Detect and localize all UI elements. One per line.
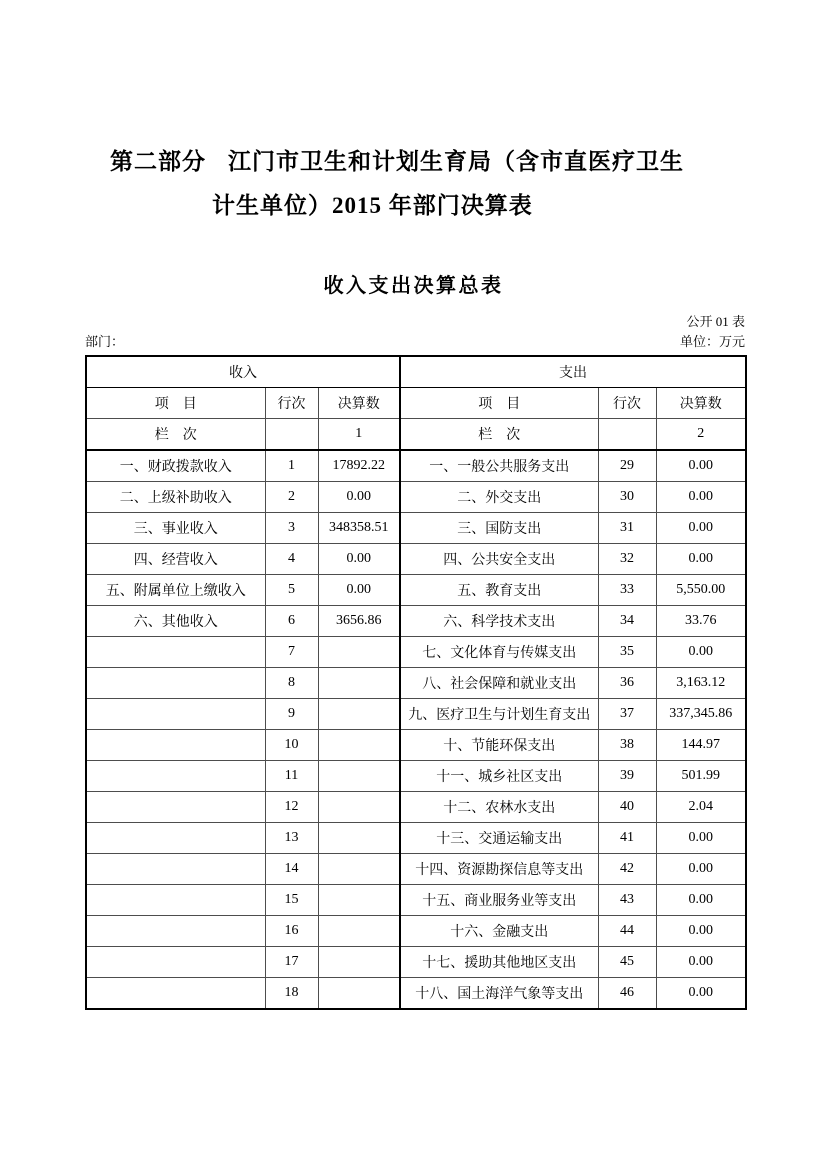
income-amount-cell: [318, 668, 400, 699]
income-expense-summary-table: [85, 355, 747, 1010]
expense-item-cell: 十、节能环保支出: [400, 730, 598, 761]
expense-amount-cell: 0.00: [656, 916, 746, 947]
income-amount-cell: [318, 978, 400, 1010]
expense-amount-cell: 0.00: [656, 513, 746, 544]
table-row: [86, 730, 746, 761]
income-item-cell: 四、经营收入: [86, 544, 265, 575]
table-row: [86, 606, 746, 637]
expense-item-cell: 六、科学技术支出: [400, 606, 598, 637]
income-item-cell: [86, 885, 265, 916]
expense-line-cell: 45: [598, 947, 656, 978]
income-line-cell: 12: [265, 792, 318, 823]
income-line-cell: 6: [265, 606, 318, 637]
expense-line-cell: 37: [598, 699, 656, 730]
income-item-cell: [86, 947, 265, 978]
expense-amount-cell: 0.00: [656, 978, 746, 1010]
income-amount-cell: 3656.86: [318, 606, 400, 637]
expense-line-cell: 44: [598, 916, 656, 947]
income-item-cell: [86, 792, 265, 823]
income-item-cell: [86, 916, 265, 947]
income-amount-cell: 17892.22: [318, 450, 400, 482]
income-item-cell: [86, 761, 265, 792]
table-row: [86, 513, 746, 544]
income-item-cell: [86, 730, 265, 761]
income-line-cell: 1: [265, 450, 318, 482]
income-item-cell: [86, 699, 265, 730]
expense-line-cell: 35: [598, 637, 656, 668]
income-line-cell: 11: [265, 761, 318, 792]
expense-amount-cell: 0.00: [656, 450, 746, 482]
expense-amount-column-header: 决算数: [656, 388, 746, 419]
income-amount-cell: 348358.51: [318, 513, 400, 544]
table-row: [86, 792, 746, 823]
income-amount-cell: [318, 916, 400, 947]
table-row: [86, 637, 746, 668]
income-section-header: 收入: [86, 356, 400, 388]
expense-item-cell: 七、文化体育与传媒支出: [400, 637, 598, 668]
expense-amount-cell: 0.00: [656, 482, 746, 513]
expense-item-cell: 九、医疗卫生与计划生育支出: [400, 699, 598, 730]
income-item-cell: [86, 854, 265, 885]
income-line-cell: 16: [265, 916, 318, 947]
table-row: [86, 668, 746, 699]
expense-item-cell: 五、教育支出: [400, 575, 598, 606]
expense-item-cell: 十二、农林水支出: [400, 792, 598, 823]
table-row: [86, 544, 746, 575]
expense-amount-cell: 0.00: [656, 544, 746, 575]
table-row: [86, 916, 746, 947]
income-line-cell: 4: [265, 544, 318, 575]
expense-section-header: 支出: [400, 356, 746, 388]
page-title: [0, 0, 827, 228]
expense-line-cell: 36: [598, 668, 656, 699]
income-lanci-blank: [265, 419, 318, 451]
expense-line-cell: 38: [598, 730, 656, 761]
expense-line-cell: 40: [598, 792, 656, 823]
table-title: 收入支出决算总表: [323, 275, 504, 297]
income-amount-cell: [318, 730, 400, 761]
income-item-cell: 三、事业收入: [86, 513, 265, 544]
table-row: [86, 450, 746, 482]
expense-item-cell: 十五、商业服务业等支出: [400, 885, 598, 916]
table-row: [86, 947, 746, 978]
column-index-row: [86, 419, 746, 451]
expense-item-cell: 十一、城乡社区支出: [400, 761, 598, 792]
expense-line-cell: 46: [598, 978, 656, 1010]
page-title-part-text: 江门市卫生和计划生育局（含市直医疗卫生: [228, 149, 684, 174]
page-title-part-label: 第二部分: [110, 149, 206, 174]
income-amount-cell: [318, 854, 400, 885]
column-header-row: [86, 388, 746, 419]
income-line-cell: 3: [265, 513, 318, 544]
income-line-cell: 10: [265, 730, 318, 761]
expense-line-cell: 33: [598, 575, 656, 606]
income-amount-cell: 0.00: [318, 575, 400, 606]
income-item-cell: [86, 668, 265, 699]
income-amount-cell: [318, 699, 400, 730]
table-row: [86, 854, 746, 885]
expense-lanci-label: 栏 次: [400, 419, 598, 451]
table-row: [86, 823, 746, 854]
table-row: [86, 978, 746, 1010]
page-title-line2: 计生单位）2015 年部门决算表: [212, 193, 533, 218]
expense-amount-cell: 0.00: [656, 947, 746, 978]
income-column-index: 1: [318, 419, 400, 451]
expense-line-cell: 42: [598, 854, 656, 885]
income-item-column-header: 项 目: [86, 388, 265, 419]
expense-amount-cell: 2.04: [656, 792, 746, 823]
expense-amount-cell: 33.76: [656, 606, 746, 637]
income-amount-cell: [318, 761, 400, 792]
income-line-cell: 15: [265, 885, 318, 916]
income-item-cell: [86, 823, 265, 854]
expense-item-cell: 三、国防支出: [400, 513, 598, 544]
expense-item-cell: 十六、金融支出: [400, 916, 598, 947]
income-line-cell: 18: [265, 978, 318, 1010]
expense-item-cell: 十三、交通运输支出: [400, 823, 598, 854]
expense-amount-cell: 0.00: [656, 854, 746, 885]
expense-item-cell: 一、一般公共服务支出: [400, 450, 598, 482]
page-title-line1: [110, 140, 827, 184]
expense-amount-cell: 0.00: [656, 885, 746, 916]
expense-amount-cell: 144.97: [656, 730, 746, 761]
expense-item-cell: 十七、援助其他地区支出: [400, 947, 598, 978]
expense-line-cell: 34: [598, 606, 656, 637]
expense-item-cell: 八、社会保障和就业支出: [400, 668, 598, 699]
expense-item-cell: 二、外交支出: [400, 482, 598, 513]
income-amount-cell: [318, 637, 400, 668]
expense-line-column-header: 行次: [598, 388, 656, 419]
income-line-cell: 13: [265, 823, 318, 854]
expense-line-cell: 32: [598, 544, 656, 575]
expense-line-cell: 31: [598, 513, 656, 544]
expense-column-index: 2: [656, 419, 746, 451]
income-item-cell: 一、财政拨款收入: [86, 450, 265, 482]
income-item-cell: [86, 978, 265, 1010]
income-item-cell: 二、上级补助收入: [86, 482, 265, 513]
income-amount-cell: [318, 823, 400, 854]
income-line-cell: 14: [265, 854, 318, 885]
table-body: [86, 450, 746, 1009]
income-amount-cell: [318, 947, 400, 978]
income-line-cell: 5: [265, 575, 318, 606]
income-item-cell: 六、其他收入: [86, 606, 265, 637]
table-row: [86, 885, 746, 916]
income-line-cell: 7: [265, 637, 318, 668]
income-line-cell: 8: [265, 668, 318, 699]
unit-label: 单位：万元: [679, 334, 745, 349]
expense-amount-cell: 5,550.00: [656, 575, 746, 606]
income-item-cell: [86, 637, 265, 668]
table-row: [86, 699, 746, 730]
public-table-number: 公开 01 表: [686, 314, 745, 329]
expense-item-column-header: 项 目: [400, 388, 598, 419]
expense-item-cell: 十八、国土海洋气象等支出: [400, 978, 598, 1010]
table-row: [86, 482, 746, 513]
income-line-cell: 17: [265, 947, 318, 978]
expense-amount-cell: 337,345.86: [656, 699, 746, 730]
expense-amount-cell: 501.99: [656, 761, 746, 792]
expense-lanci-blank: [598, 419, 656, 451]
income-line-cell: 9: [265, 699, 318, 730]
expense-line-cell: 41: [598, 823, 656, 854]
expense-item-cell: 四、公共安全支出: [400, 544, 598, 575]
expense-line-cell: 29: [598, 450, 656, 482]
table-row: [86, 761, 746, 792]
income-line-cell: 2: [265, 482, 318, 513]
expense-amount-cell: 0.00: [656, 637, 746, 668]
section-header-row: [86, 356, 746, 388]
expense-amount-cell: 3,163.12: [656, 668, 746, 699]
expense-item-cell: 十四、资源勘探信息等支出: [400, 854, 598, 885]
department-label: 部门：: [85, 334, 125, 349]
income-item-cell: 五、附属单位上缴收入: [86, 575, 265, 606]
expense-line-cell: 43: [598, 885, 656, 916]
table-row: [86, 575, 746, 606]
income-amount-cell: 0.00: [318, 482, 400, 513]
expense-line-cell: 30: [598, 482, 656, 513]
income-line-column-header: 行次: [265, 388, 318, 419]
expense-amount-cell: 0.00: [656, 823, 746, 854]
income-amount-cell: [318, 885, 400, 916]
table-meta-row: [85, 334, 745, 350]
expense-line-cell: 39: [598, 761, 656, 792]
income-amount-column-header: 决算数: [318, 388, 400, 419]
income-amount-cell: 0.00: [318, 544, 400, 575]
income-amount-cell: [318, 792, 400, 823]
income-lanci-label: 栏 次: [86, 419, 265, 451]
